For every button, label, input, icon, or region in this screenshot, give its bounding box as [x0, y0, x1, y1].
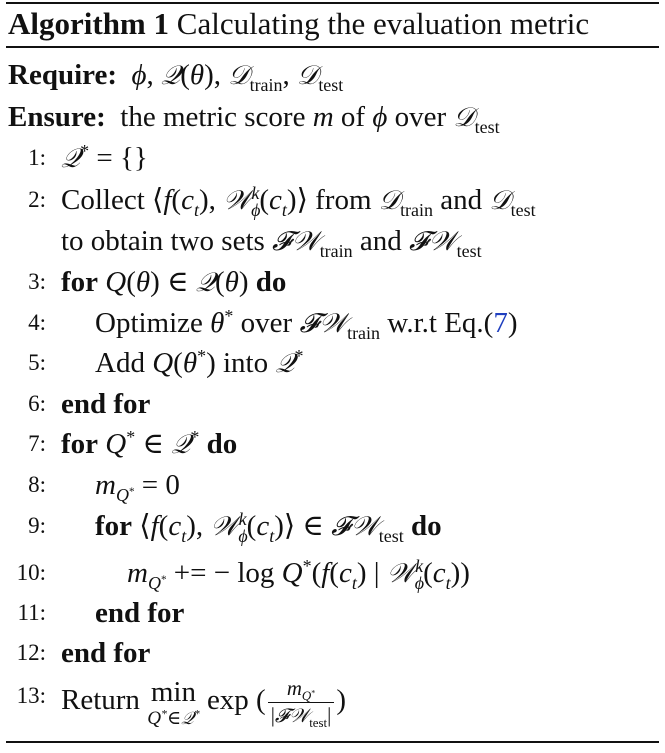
equation-ref-link[interactable]: 7	[493, 307, 508, 339]
top-rule	[6, 2, 659, 4]
line-number: 11:	[17, 600, 46, 625]
line-content: end for	[61, 637, 151, 669]
line-number: 3:	[28, 269, 46, 294]
line-content: to obtain two sets 𝓕𝒲$_{train}$ and 𝓕𝒲$_{test}$	[61, 225, 482, 261]
line-content: for Q* ∈ 𝒬* do	[61, 427, 238, 460]
caption-rule	[6, 46, 659, 48]
line-content: for Q(θ) ∈ 𝒬(θ) do	[61, 266, 287, 298]
line-number: 12:	[16, 640, 46, 665]
require-keyword: Require:	[8, 59, 118, 91]
line-content: $m_{Q^*} = 0$	[95, 469, 180, 505]
fraction: $\frac{m_{Q^*}}{|𝓕𝒲_{test}|}$	[268, 678, 335, 727]
require-input-phi: ϕ	[131, 59, 147, 91]
line-content: end for	[61, 388, 151, 420]
line-number: 6:	[28, 391, 46, 416]
line-number: 1:	[28, 145, 46, 170]
line-content: for $⟨f(c_t)$, $𝒲_\phi^k(c_t)⟩$ ∈ 𝓕𝒲$_{test}$ do	[95, 509, 442, 546]
line-content: Return min Q*∈𝒬* exp ( $\frac{m_{Q^*}}{|𝓕𝒲_{test}|}$ )	[61, 676, 347, 730]
line-content: 𝒬* = {}	[61, 141, 148, 174]
algorithm-caption	[8, 5, 589, 43]
bottom-rule	[6, 741, 659, 743]
line-content: Collect $⟨f(c_t)$, $𝒲_\phi^k(c_t)⟩$ from 𝒟$_{train}$ and 𝒟$_{test}$	[61, 183, 536, 220]
require-input-dtest: 𝒟$_{test}$	[297, 60, 344, 95]
line-number: 2:	[28, 187, 46, 212]
algorithm-label: Algorithm 1	[8, 6, 170, 41]
line-number: 5:	[28, 350, 46, 375]
min-operator: min Q*∈𝒬*	[147, 676, 200, 729]
line-number: 7:	[28, 431, 46, 456]
require-input-dtrain: 𝒟$_{train}$	[228, 60, 283, 95]
algorithm-box: Algorithm 1 Calculating the evaluation metric Require: ϕ, 𝒬(θ), 𝒟$_{train}$, 𝒟$_{test}$ Ensure: the metric score m of ϕ over 𝒟$_{test}$ 1: 𝒬* = {} 2: Collect $⟨f(c_t)$, $𝒲_\phi^k(c_t)⟩$ from 𝒟$_{train}$ and 𝒟$_{test}$ to obtain two sets 𝓕𝒲$_{train}$ and 𝓕𝒲$_{test}$ 3: for Q(θ) ∈ 𝒬(θ) do 4: Optimize θ* over 𝓕𝒲$_{train}$ w.r.t Eq.(7) 5: Add Q(θ*) into 𝒬* 6: end for 7: for Q* ∈ 𝒬* do 8: $m_{Q^*} = 0$ 9: for $⟨f(c_t)$, $𝒲_\phi^k(c_t)⟩$ ∈ 𝓕𝒲$_{test}$ do 10: $m_{Q^*}$ += − $\log Q^*(f(c_t)$ | $𝒲_\phi^k(c_t)$) 11: end for 12: end for 13: Return min Q*∈𝒬* exp ( $\frac{m_{Q^*}}{|𝓕𝒲_{test}|}$ )	[0, 0, 665, 753]
line-content: Add Q(θ*) into 𝒬*	[95, 346, 304, 379]
line-content: Optimize θ* over 𝓕𝒲$_{train}$ w.r.t Eq.(7)	[95, 306, 518, 343]
line-number: 9:	[28, 513, 46, 538]
algorithm-title: Calculating the evaluation metric	[176, 6, 590, 41]
line-number: 4:	[28, 310, 46, 335]
ensure-keyword: Ensure:	[8, 101, 106, 133]
line-number: 10:	[16, 560, 46, 585]
require-input-q-set: 𝒬(θ)	[161, 59, 214, 91]
line-number: 8:	[28, 472, 46, 497]
line-content: end for	[95, 597, 185, 629]
line-content: $m_{Q^*}$ += − $\log Q^*(f(c_t)$ | $𝒲_\phi^k(c_t)$)	[127, 556, 470, 593]
ensure-text: the metric score m of ϕ over 𝒟$_{test}$	[120, 101, 500, 137]
line-number: 13:	[16, 683, 46, 708]
